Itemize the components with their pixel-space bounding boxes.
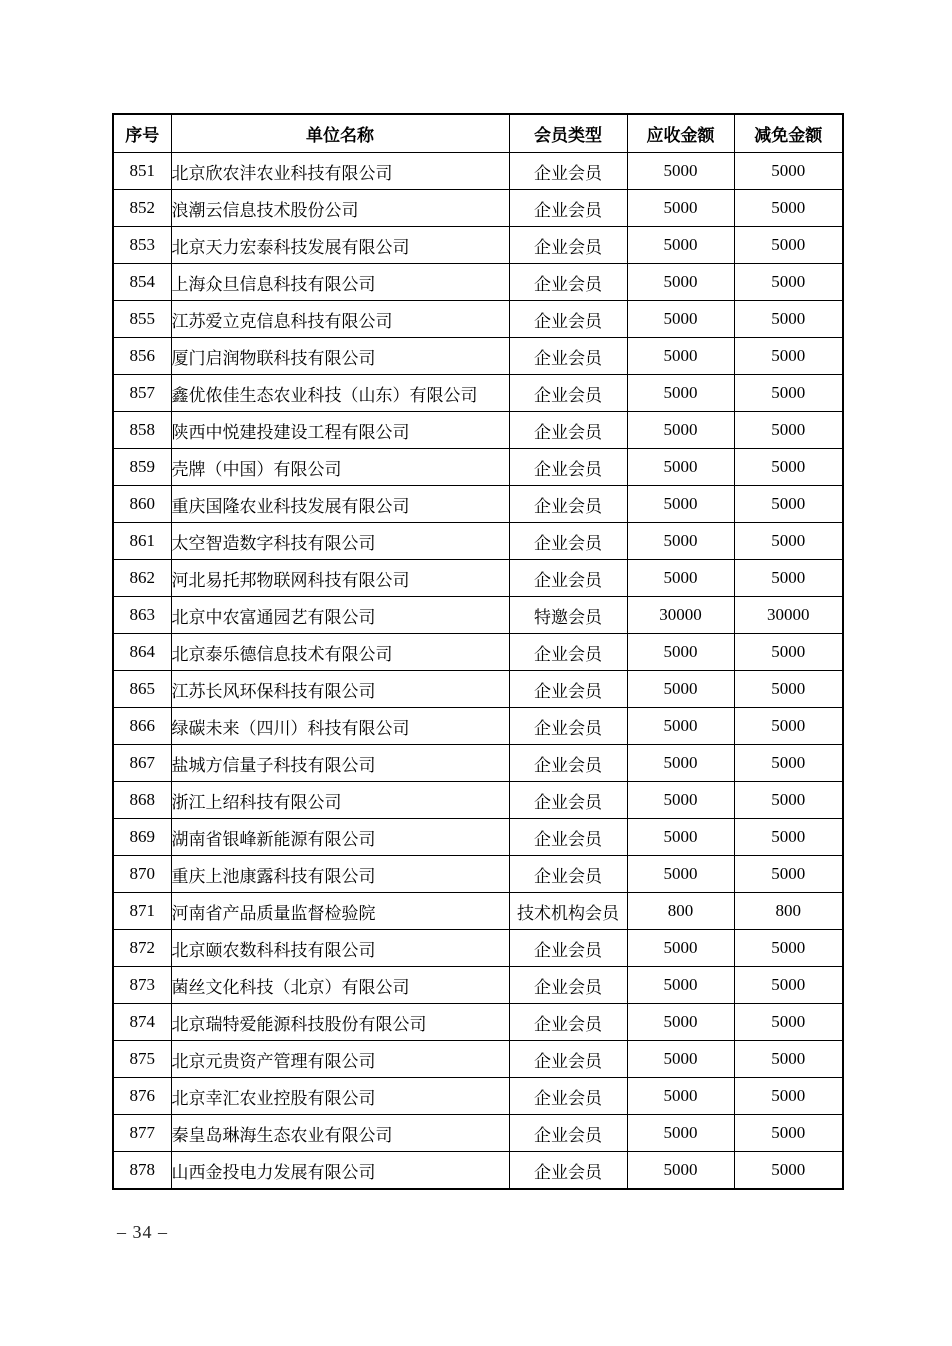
table-row — [113, 782, 843, 819]
table-row — [113, 449, 843, 486]
cell-company-name: 壳牌（中国）有限公司 — [171, 449, 509, 486]
cell-reduction-amount: 5000 — [734, 1152, 843, 1190]
cell-member-type: 企业会员 — [509, 523, 627, 560]
cell-reduction-amount: 5000 — [734, 1115, 843, 1152]
cell-member-type: 企业会员 — [509, 1004, 627, 1041]
cell-company-name: 北京欣农沣农业科技有限公司 — [171, 153, 509, 190]
cell-reduction-amount: 5000 — [734, 338, 843, 375]
cell-member-type: 企业会员 — [509, 819, 627, 856]
cell-receivable-amount: 5000 — [627, 930, 734, 967]
cell-reduction-amount: 5000 — [734, 967, 843, 1004]
cell-receivable-amount: 5000 — [627, 1078, 734, 1115]
cell-company-name: 湖南省银峰新能源有限公司 — [171, 819, 509, 856]
cell-receivable-amount: 5000 — [627, 560, 734, 597]
membership-fee-table — [112, 113, 844, 1190]
table-row — [113, 523, 843, 560]
table-row — [113, 301, 843, 338]
cell-serial-number: 874 — [113, 1004, 171, 1041]
table-row — [113, 412, 843, 449]
cell-company-name: 上海众旦信息科技有限公司 — [171, 264, 509, 301]
cell-receivable-amount: 5000 — [627, 449, 734, 486]
table-header-row — [113, 114, 843, 153]
cell-serial-number: 859 — [113, 449, 171, 486]
cell-reduction-amount: 5000 — [734, 190, 843, 227]
cell-company-name: 北京中农富通园艺有限公司 — [171, 597, 509, 634]
cell-reduction-amount: 5000 — [734, 375, 843, 412]
table-row — [113, 1115, 843, 1152]
table-row — [113, 1152, 843, 1190]
cell-company-name: 北京颐农数科科技有限公司 — [171, 930, 509, 967]
table-row — [113, 227, 843, 264]
cell-member-type: 企业会员 — [509, 1115, 627, 1152]
cell-company-name: 厦门启润物联科技有限公司 — [171, 338, 509, 375]
cell-company-name: 菌丝文化科技（北京）有限公司 — [171, 967, 509, 1004]
cell-company-name: 重庆上池康露科技有限公司 — [171, 856, 509, 893]
cell-member-type: 企业会员 — [509, 782, 627, 819]
cell-company-name: 秦皇岛琳海生态农业有限公司 — [171, 1115, 509, 1152]
table-row — [113, 153, 843, 190]
table-row — [113, 745, 843, 782]
cell-serial-number: 877 — [113, 1115, 171, 1152]
cell-member-type: 企业会员 — [509, 412, 627, 449]
cell-reduction-amount: 5000 — [734, 449, 843, 486]
page-number: – 34 – — [117, 1222, 168, 1242]
cell-member-type: 企业会员 — [509, 1041, 627, 1078]
cell-reduction-amount: 5000 — [734, 930, 843, 967]
cell-reduction-amount: 5000 — [734, 264, 843, 301]
cell-company-name: 绿碳未来（四川）科技有限公司 — [171, 708, 509, 745]
column-header-reduction-amount: 减免金额 — [734, 114, 843, 153]
cell-receivable-amount: 5000 — [627, 967, 734, 1004]
cell-member-type: 企业会员 — [509, 1078, 627, 1115]
cell-serial-number: 852 — [113, 190, 171, 227]
cell-company-name: 盐城方信量子科技有限公司 — [171, 745, 509, 782]
cell-reduction-amount: 5000 — [734, 671, 843, 708]
cell-reduction-amount: 5000 — [734, 819, 843, 856]
table-row — [113, 856, 843, 893]
cell-reduction-amount: 5000 — [734, 560, 843, 597]
cell-company-name: 陕西中悦建投建设工程有限公司 — [171, 412, 509, 449]
cell-reduction-amount: 5000 — [734, 745, 843, 782]
cell-receivable-amount: 5000 — [627, 819, 734, 856]
cell-receivable-amount: 5000 — [627, 671, 734, 708]
cell-company-name: 北京幸汇农业控股有限公司 — [171, 1078, 509, 1115]
table-row — [113, 264, 843, 301]
column-header-member-type: 会员类型 — [509, 114, 627, 153]
cell-reduction-amount: 5000 — [734, 523, 843, 560]
cell-company-name: 河北易托邦物联网科技有限公司 — [171, 560, 509, 597]
cell-serial-number: 851 — [113, 153, 171, 190]
cell-reduction-amount: 5000 — [734, 227, 843, 264]
cell-reduction-amount: 5000 — [734, 634, 843, 671]
cell-company-name: 北京泰乐德信息技术有限公司 — [171, 634, 509, 671]
cell-member-type: 企业会员 — [509, 153, 627, 190]
cell-company-name: 山西金投电力发展有限公司 — [171, 1152, 509, 1190]
cell-company-name: 北京元贵资产管理有限公司 — [171, 1041, 509, 1078]
cell-reduction-amount: 5000 — [734, 486, 843, 523]
cell-member-type: 企业会员 — [509, 634, 627, 671]
cell-company-name: 江苏爱立克信息科技有限公司 — [171, 301, 509, 338]
column-header-receivable-amount: 应收金额 — [627, 114, 734, 153]
cell-receivable-amount: 5000 — [627, 412, 734, 449]
table-row — [113, 819, 843, 856]
cell-serial-number: 861 — [113, 523, 171, 560]
cell-receivable-amount: 5000 — [627, 227, 734, 264]
table-row — [113, 967, 843, 1004]
cell-receivable-amount: 5000 — [627, 153, 734, 190]
cell-reduction-amount: 30000 — [734, 597, 843, 634]
cell-serial-number: 869 — [113, 819, 171, 856]
table-row — [113, 930, 843, 967]
cell-member-type: 企业会员 — [509, 264, 627, 301]
cell-company-name: 重庆国隆农业科技发展有限公司 — [171, 486, 509, 523]
cell-serial-number: 856 — [113, 338, 171, 375]
cell-serial-number: 857 — [113, 375, 171, 412]
cell-member-type: 企业会员 — [509, 560, 627, 597]
cell-company-name: 北京瑞特爱能源科技股份有限公司 — [171, 1004, 509, 1041]
cell-receivable-amount: 5000 — [627, 523, 734, 560]
cell-reduction-amount: 5000 — [734, 1078, 843, 1115]
cell-serial-number: 871 — [113, 893, 171, 930]
cell-reduction-amount: 5000 — [734, 153, 843, 190]
cell-member-type: 企业会员 — [509, 338, 627, 375]
cell-member-type: 企业会员 — [509, 745, 627, 782]
cell-receivable-amount: 5000 — [627, 745, 734, 782]
cell-company-name: 江苏长风环保科技有限公司 — [171, 671, 509, 708]
cell-reduction-amount: 5000 — [734, 301, 843, 338]
cell-serial-number: 854 — [113, 264, 171, 301]
cell-receivable-amount: 5000 — [627, 1041, 734, 1078]
cell-receivable-amount: 5000 — [627, 338, 734, 375]
table-row — [113, 671, 843, 708]
cell-serial-number: 862 — [113, 560, 171, 597]
cell-member-type: 特邀会员 — [509, 597, 627, 634]
cell-serial-number: 860 — [113, 486, 171, 523]
cell-member-type: 企业会员 — [509, 375, 627, 412]
cell-serial-number: 853 — [113, 227, 171, 264]
table-row — [113, 486, 843, 523]
cell-member-type: 企业会员 — [509, 301, 627, 338]
cell-company-name: 北京天力宏泰科技发展有限公司 — [171, 227, 509, 264]
cell-member-type: 企业会员 — [509, 671, 627, 708]
cell-member-type: 企业会员 — [509, 449, 627, 486]
cell-member-type: 企业会员 — [509, 930, 627, 967]
cell-serial-number: 866 — [113, 708, 171, 745]
cell-receivable-amount: 5000 — [627, 264, 734, 301]
cell-serial-number: 870 — [113, 856, 171, 893]
cell-member-type: 企业会员 — [509, 227, 627, 264]
table-row — [113, 190, 843, 227]
cell-reduction-amount: 5000 — [734, 1041, 843, 1078]
cell-member-type: 企业会员 — [509, 856, 627, 893]
table-row — [113, 597, 843, 634]
cell-receivable-amount: 5000 — [627, 708, 734, 745]
cell-receivable-amount: 5000 — [627, 782, 734, 819]
cell-member-type: 技术机构会员 — [509, 893, 627, 930]
cell-member-type: 企业会员 — [509, 486, 627, 523]
cell-member-type: 企业会员 — [509, 967, 627, 1004]
cell-company-name: 鑫优侬佳生态农业科技（山东）有限公司 — [171, 375, 509, 412]
cell-receivable-amount: 5000 — [627, 486, 734, 523]
cell-serial-number: 867 — [113, 745, 171, 782]
cell-reduction-amount: 5000 — [734, 1004, 843, 1041]
cell-serial-number: 876 — [113, 1078, 171, 1115]
cell-serial-number: 878 — [113, 1152, 171, 1190]
cell-serial-number: 865 — [113, 671, 171, 708]
cell-receivable-amount: 30000 — [627, 597, 734, 634]
table-row — [113, 893, 843, 930]
cell-serial-number: 873 — [113, 967, 171, 1004]
cell-reduction-amount: 5000 — [734, 412, 843, 449]
cell-reduction-amount: 5000 — [734, 856, 843, 893]
cell-member-type: 企业会员 — [509, 1152, 627, 1190]
table-row — [113, 375, 843, 412]
cell-company-name: 浪潮云信息技术股份公司 — [171, 190, 509, 227]
cell-reduction-amount: 5000 — [734, 782, 843, 819]
cell-receivable-amount: 5000 — [627, 301, 734, 338]
cell-member-type: 企业会员 — [509, 708, 627, 745]
column-header-company-name: 单位名称 — [171, 114, 509, 153]
cell-receivable-amount: 5000 — [627, 856, 734, 893]
cell-reduction-amount: 800 — [734, 893, 843, 930]
cell-receivable-amount: 5000 — [627, 375, 734, 412]
table-row — [113, 1041, 843, 1078]
cell-receivable-amount: 5000 — [627, 190, 734, 227]
cell-company-name: 河南省产品质量监督检验院 — [171, 893, 509, 930]
cell-reduction-amount: 5000 — [734, 708, 843, 745]
table-row — [113, 634, 843, 671]
cell-serial-number: 864 — [113, 634, 171, 671]
cell-serial-number: 858 — [113, 412, 171, 449]
cell-member-type: 企业会员 — [509, 190, 627, 227]
cell-receivable-amount: 5000 — [627, 1152, 734, 1190]
cell-company-name: 太空智造数字科技有限公司 — [171, 523, 509, 560]
cell-company-name: 浙江上绍科技有限公司 — [171, 782, 509, 819]
table-row — [113, 708, 843, 745]
cell-receivable-amount: 5000 — [627, 1004, 734, 1041]
cell-serial-number: 875 — [113, 1041, 171, 1078]
table-row — [113, 1078, 843, 1115]
cell-serial-number: 855 — [113, 301, 171, 338]
table-row — [113, 338, 843, 375]
cell-serial-number: 868 — [113, 782, 171, 819]
cell-serial-number: 863 — [113, 597, 171, 634]
cell-serial-number: 872 — [113, 930, 171, 967]
cell-receivable-amount: 5000 — [627, 634, 734, 671]
table-row — [113, 560, 843, 597]
table-row — [113, 1004, 843, 1041]
cell-receivable-amount: 800 — [627, 893, 734, 930]
column-header-serial-number: 序号 — [113, 114, 171, 153]
cell-receivable-amount: 5000 — [627, 1115, 734, 1152]
